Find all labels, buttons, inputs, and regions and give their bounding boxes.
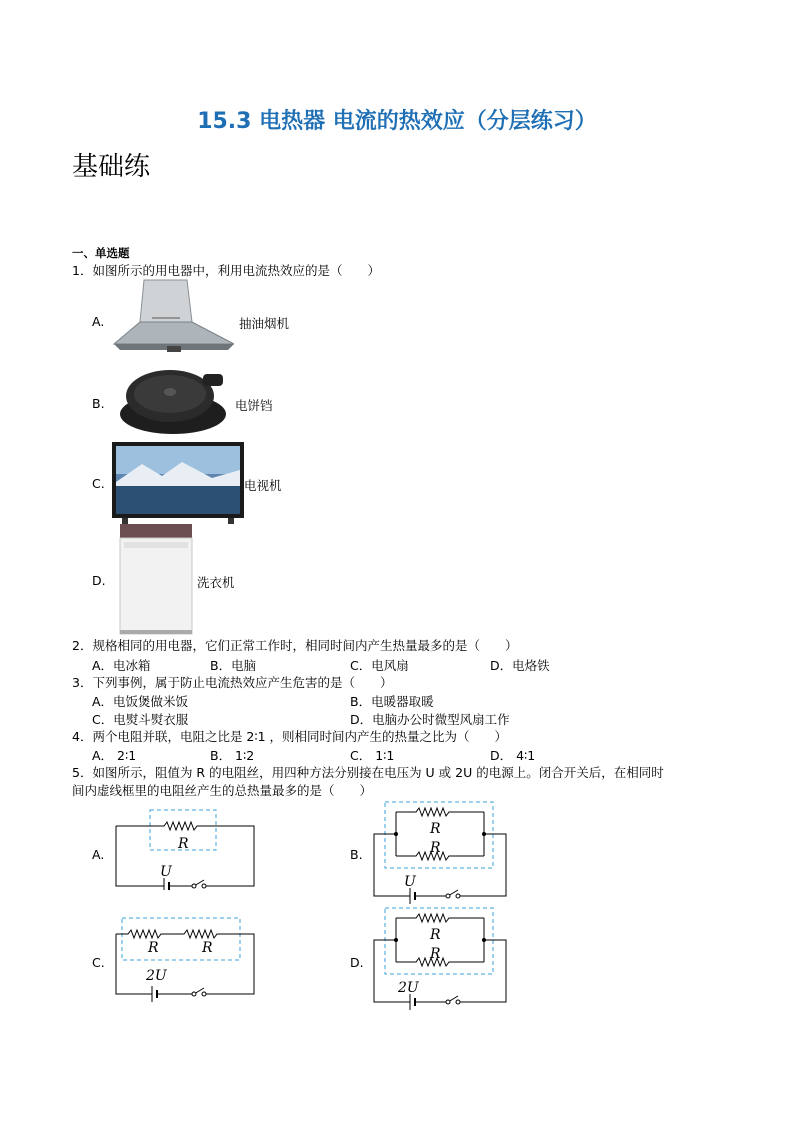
q1-option-d-letter: D. <box>92 573 106 588</box>
television-image <box>112 442 244 524</box>
circuit-d-diagram <box>370 906 510 1012</box>
circuit-a-r-label: R <box>178 836 189 852</box>
q4-option-d: D． 4∶1 <box>490 748 536 763</box>
circuit-d-2u-label: 2U <box>398 980 419 996</box>
circuit-c-2u-label: 2U <box>146 968 167 984</box>
electric-pan-image <box>118 364 228 439</box>
q3-option-c: C．电熨斗熨衣服 <box>92 712 189 727</box>
question-1-stem: 1．如图所示的用电器中，利用电流热效应的是（ ） <box>72 263 380 278</box>
q2-option-c: C．电风扇 <box>350 658 409 673</box>
q1-option-c-letter: C. <box>92 476 105 491</box>
question-2-stem: 2．规格相同的用电器，它们正常工作时，相同时间内产生热量最多的是（ ） <box>72 638 518 653</box>
circuit-b-diagram <box>370 800 510 906</box>
circuit-b-r-label-bottom: R <box>430 840 441 856</box>
q2-option-a: A．电冰箱 <box>92 658 151 673</box>
question-4-stem: 4．两个电阻并联，电阻之比是 2∶1 ，则相同时间内产生的热量之比为（ ） <box>72 729 508 744</box>
q3-option-a: A．电饭煲做米饭 <box>92 694 189 709</box>
circuit-b-u-label: U <box>404 874 416 890</box>
q1-option-a-text: 抽油烟机 <box>239 316 290 331</box>
q4-option-b: B． 1∶2 <box>210 748 255 763</box>
q5-option-b-letter: B. <box>350 847 363 862</box>
question-5-stem-line2: 间内虚线框里的电阻丝产生的总热量最多的是（ ） <box>72 783 373 798</box>
q2-option-d: D．电烙铁 <box>490 658 550 673</box>
q1-option-b-text: 电饼铛 <box>235 398 273 413</box>
circuit-d-r-label-bottom: R <box>430 946 441 962</box>
q5-option-c-letter: C. <box>92 955 105 970</box>
q1-option-d-text: 洗衣机 <box>197 575 235 590</box>
circuit-d-r-label-top: R <box>430 927 441 943</box>
q1-option-a-letter: A. <box>92 314 105 329</box>
washing-machine-image <box>118 524 194 636</box>
circuit-c-r-label-right: R <box>202 940 213 956</box>
circuit-a-u-label: U <box>160 864 172 880</box>
question-5-stem-line1: 5．如图所示，阻值为 R 的电阻丝，用四种方法分别接在电压为 U 或 2U 的电源上。闭合开关后，在相同时 <box>72 765 664 780</box>
circuit-a-diagram <box>112 806 262 890</box>
q5-option-d-letter: D. <box>350 955 364 970</box>
q4-option-c: C． 1∶1 <box>350 748 395 763</box>
q1-option-c-text: 电视机 <box>244 478 282 493</box>
circuit-b-r-label-top: R <box>430 821 441 837</box>
question-3-stem: 3．下列事例，属于防止电流热效应产生危害的是（ ） <box>72 675 393 690</box>
circuit-c-diagram <box>112 914 262 1004</box>
section-subtitle: 基础练 <box>72 152 151 182</box>
q5-option-a-letter: A. <box>92 847 105 862</box>
section-heading: 一、单选题 <box>72 246 130 260</box>
q4-option-a: A． 2∶1 <box>92 748 137 763</box>
q2-option-b: B．电脑 <box>210 658 257 673</box>
circuit-c-r-label-left: R <box>148 940 159 956</box>
range-hood-image <box>112 278 237 358</box>
page-title: 15.3 电热器 电流的热效应（分层练习） <box>197 109 597 134</box>
q3-option-b: B．电暖器取暖 <box>350 694 434 709</box>
q1-option-b-letter: B. <box>92 396 105 411</box>
q3-option-d: D．电脑办公时微型风扇工作 <box>350 712 510 727</box>
